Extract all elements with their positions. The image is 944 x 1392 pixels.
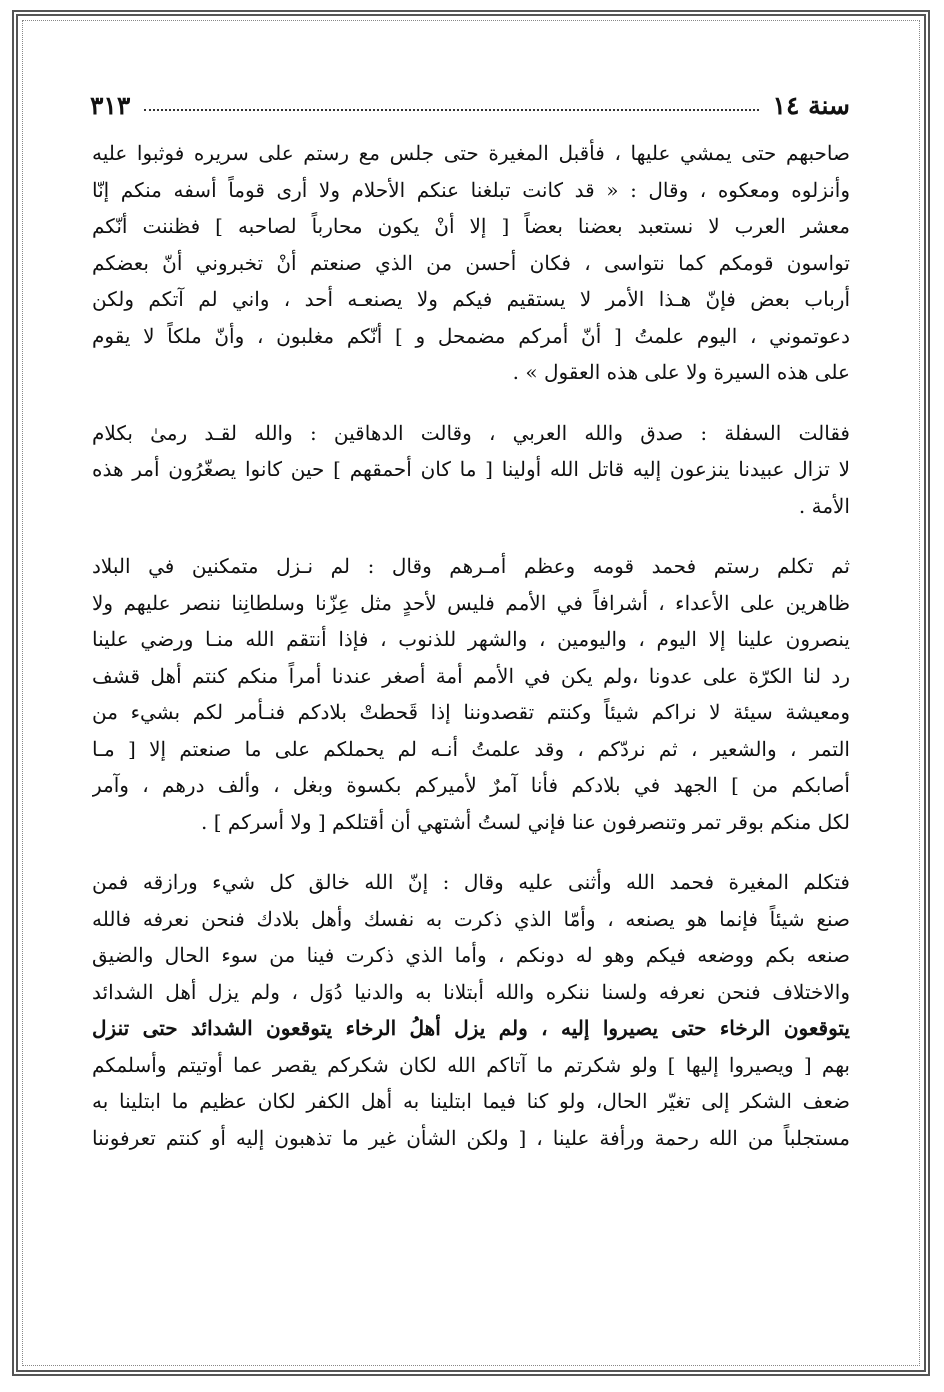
text-line: أرباب بعض فإنّ هـذا الأمر لا يستقيم فيكم ولا يصنعـه أحد ، واني لم آتكم ولكن	[92, 287, 850, 311]
text-line: التمر ، والشعير ، ثم نردّكم ، وقد علمتُ أنـه لم يحملكم على ما صنعتم إلا [ مـا	[92, 736, 850, 761]
header-year: سنة ١٤	[772, 90, 850, 120]
text-line: ينصرون علينا إلا اليوم ، واليومين ، والشهر للذنوب ، فإذا أنتقم الله منـا ورضي علينا	[92, 627, 850, 651]
running-header	[90, 88, 850, 122]
text-line: فتكلم المغيرة فحمد الله وأثنى عليه وقال : إنّ الله خالق كل شيء ورازقه فمن	[92, 870, 850, 894]
text-line: أصابكم من ] الجهد في بلادكم فأنا آمرٌ لأميركم بكسوة وبغل ، وألف درهم ، وآمر	[92, 773, 850, 797]
text-line: ظاهرين على الأعداء ، أشرافاً في الأمم فليس لأحدٍ مثل عِزّنا وسلطانِنا ننصر عليهم ولا	[92, 590, 850, 615]
text-line: صنع شيئاً فإنما هو يصنعه ، وأمّا الذي ذكرت به نفسك وأهل بلادك فنحن نعرفه فالله	[92, 906, 850, 931]
text-line: لكل منكم بوقر تمر وتنصرفون عنا فإني لستُ أشتهي أن أقتلكم [ ولا أسركم ] .	[201, 809, 850, 834]
text-line: ومعيشة سيئة لا نراكم شيئاً وكنتم تقصدوننا إذا قَحطتْ بلادكم فنـأمر لكم بشيء من	[92, 700, 850, 724]
text-line: يتوقعون الرخاء حتى يصيروا إليه ، ولم يزل أهلُ الرخاء يتوقعون الشدائد حتى تنزل	[92, 1016, 850, 1040]
text-line: صاحبهم حتى يمشي عليها ، فأقبل المغيرة حتى جلس مع رستم على سريره فوثبوا عليه	[92, 141, 850, 165]
text-line: تواسون قومكم كما نتواسى ، فكان أحسن من الذي صنعتم أنْ تخبروني أنّ بعضكم	[92, 250, 850, 275]
text-line: وأنزلوه ومعكوه ، وقال : « قد كانت تبلغنا عنكم الأحلام ولا أرى قوماً أسفه منكم إنّا	[92, 177, 850, 202]
text-line: بهم [ ويصيروا إليها ] ولو شكرتم ما آتاكم الله لكان شكركم يقصر عما أوتيتم وأسلمكم	[92, 1052, 850, 1077]
header-dotted-leader	[144, 109, 758, 111]
page-number: ٣١٣	[90, 90, 131, 120]
text-line: ضعف الشكر إلى تغيّر الحال، ولو كنا فيما ابتلينا به أهل الكفر لكان عظيم ما ابتلينا به	[92, 1089, 850, 1113]
page-body	[92, 135, 850, 1180]
text-line: دعوتموني ، اليوم علمتُ [ أنّ أمركم مضمحل و ] أنّكم مغلبون ، وأنّ ملكاً لا يقوم	[92, 323, 850, 348]
text-line: معشر العرب لا نستعبد بعضنا بعضاً [ إلا أنْ يكون محارباً لصاحبه ] فظننت أنّكم	[92, 214, 850, 238]
paragraph-2	[92, 415, 850, 525]
text-line: رد لنا الكرّة على عدونا ،ولم يكن في الأمم أمة أصغر عندنا أمراً منكم كنتم أهل قشف	[92, 663, 850, 688]
text-line: الأمة .	[798, 493, 850, 518]
text-line: مستجلباً من الله رحمة ورأفة علينا ، [ ولكن الشأن غير ما تذهبون إليه أو كنتم تعرفوننا	[92, 1125, 850, 1150]
paragraph-3	[92, 548, 850, 840]
paragraph-4	[92, 864, 850, 1156]
text-line: لا تزال عبيدنا ينزعون إليه قاتل الله أولينا [ ما كان أحمقهم ] حين كانوا يصغّرُون أمر هذه	[92, 457, 850, 481]
text-line: صنعه بكم ووضعه فيكم وهو له دونكم ، وأما الذي ذكرت فينا من سوء الحال والضيق	[92, 943, 850, 967]
text-line: ثم تكلم رستم فحمد قومه وعظم أمـرهم وقال : لم نـزل متمكنين في البلاد	[92, 554, 850, 578]
text-line: فقالت السفلة : صدق والله العربي ، وقالت الدهاقين : والله لقـد رمىٰ بكلام	[92, 420, 850, 445]
paragraph-1	[92, 135, 850, 391]
text-line: على هذه السيرة ولا على هذه العقول » .	[512, 360, 850, 384]
text-line: والاختلاف فنحن نعرفه ولسنا ننكره والله أبتلانا به والدنيا دُوَل ، ولم يزل أهل الشدائد	[92, 979, 850, 1004]
